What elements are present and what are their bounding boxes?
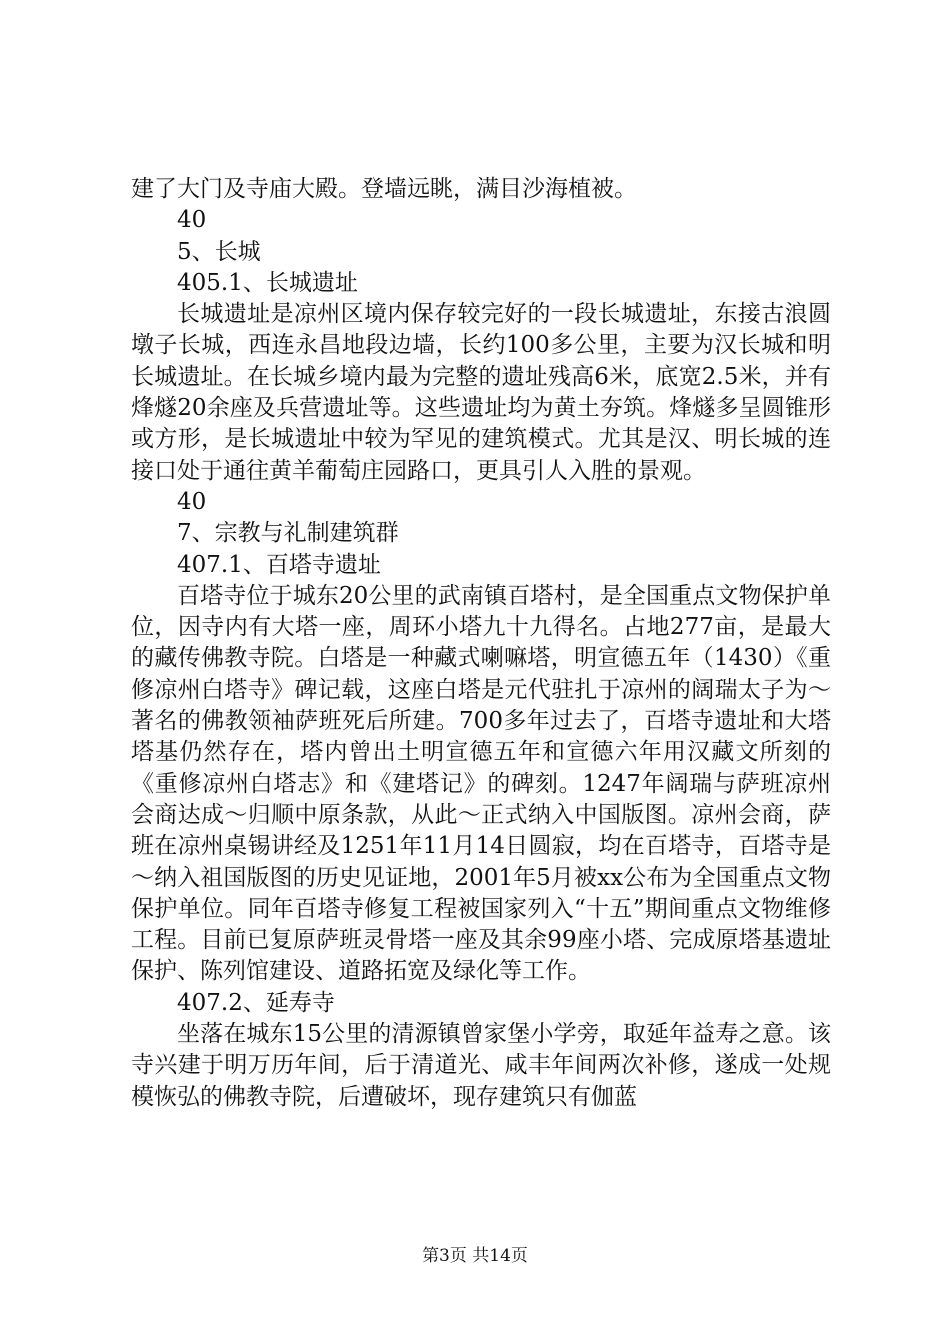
page-number-footer: 第3页 共14页 — [422, 1246, 528, 1266]
subsection-heading-yanshou-temple: 407.2、延寿寺 — [177, 989, 335, 1016]
paragraph-continuation: 建了大门及寺庙大殿。登墙远眺，满目沙海植被。 — [131, 176, 637, 202]
paragraph-baita-temple: 百塔寺位于城东20公里的武南镇百塔村，是全国重点文物保护单位，因寺内有大塔一座，周环小塔九十九得名。占地277亩，是最大的藏传佛教寺院。白塔是一种藏式喇嘛塔，明宣德五年（1430）《重修凉州白塔寺》碑记载，这座白塔是元代驻扎于凉州的阔瑞太子为～著名的佛教领袖萨班死后所建。700多年过去了，百塔寺遗址和大塔塔基仍然存在，塔内曾出土明宣德五年和宣德六年用汉藏文所刻的《重修凉州白塔志》和《建塔记》的碑刻。1247年阔瑞与萨班凉州会商达成～归顺中原条款，从此～正式纳入中国版图。凉州会商，萨班在凉州桌锡讲经及1251年11月14日圆寂，均在百塔寺，百塔寺是～纳入祖国版图的历史见证地，2001年5月被xx公布为全国重点文物保护单位。同年百塔寺修复工程被国家列入“十五”期间重点文物维修工程。目前已复原萨班灵骨塔一座及其余99座小塔、完成原塔基遗址保护、陈列馆建设、道路拓宽及绿化等工作。 — [131, 582, 831, 985]
subsection-heading-wall-ruins: 405.1、长城遗址 — [177, 269, 358, 296]
paragraph-yanshou-temple: 坐落在城东15公里的清源镇曾家堡小学旁，取延年益寿之意。该寺兴建于明万历年间，后于清道光、咸丰年间两次补修，遂成一处规模恢弘的佛教寺院，后遭破坏，现存建筑只有伽蓝 — [131, 1021, 831, 1110]
page-marker-2: 40 — [177, 488, 207, 515]
page-marker-1: 40 — [177, 207, 207, 234]
subsection-heading-baita-temple: 407.1、百塔寺遗址 — [177, 551, 381, 578]
section-heading-religious-buildings: 7、宗教与礼制建筑群 — [177, 520, 399, 547]
section-heading-great-wall: 5、长城 — [177, 238, 261, 265]
paragraph-wall-ruins: 长城遗址是凉州区境内保存较完好的一段长城遗址，东接古浪圆墩子长城，西连永昌地段边墙，长约100多公里，主要为汉长城和明长城遗址。在长城乡境内最为完整的遗址残高6米，底宽2.5米，并有烽燧20余座及兵营遗址等。这些遗址均为黄土夯筑。烽燧多呈圆锥形或方形，是长城遗址中较为罕见的建筑模式。尤其是汉、明长城的连接口处于通往黄羊葡萄庄园路口，更具引人入胜的景观。 — [131, 301, 831, 484]
document-body — [131, 174, 831, 1113]
